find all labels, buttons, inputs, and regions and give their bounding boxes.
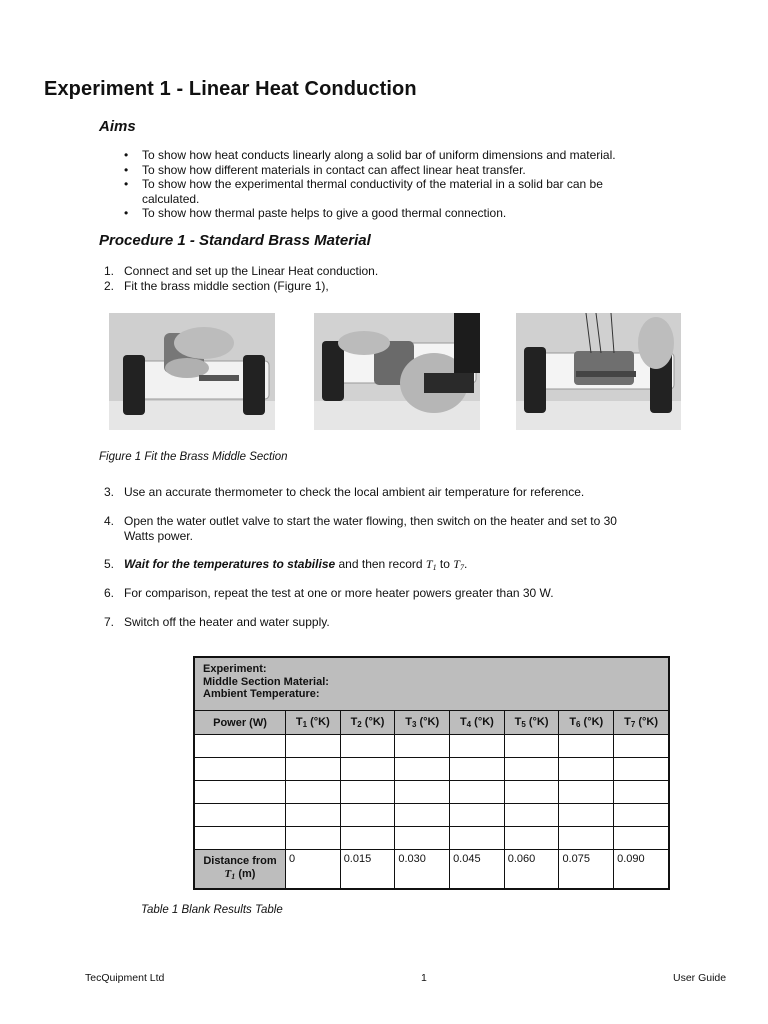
photo-fitting-step-2 (314, 313, 480, 430)
page-title: Experiment 1 - Linear Heat Conduction (44, 78, 417, 100)
temp-column-header: $T_6$ (°K) (559, 711, 614, 735)
footer-right: User Guide (673, 972, 727, 984)
procedure-step-6: 6. For comparison, repeat the test at one or more heater powers greater than 30 W. (104, 586, 554, 600)
temp-column-header: $T_4$ (°K) (450, 711, 505, 735)
procedure-steps-a (104, 264, 664, 293)
temp-column-header: $T_3$ (°K) (395, 711, 450, 735)
photo-fitting-step-3 (516, 313, 681, 430)
temp-column-header: $T_2$ (°K) (340, 711, 395, 735)
aims-list (122, 148, 682, 221)
procedure-step: 2. Fit the brass middle section (Figure 1), (104, 278, 329, 293)
table-row (194, 781, 669, 804)
temp-column-header: $T_5$ (°K) (504, 711, 559, 735)
page-number: 1 (421, 972, 427, 984)
results-table (193, 656, 670, 890)
table-caption: Table 1 Blank Results Table (141, 904, 283, 916)
procedure-step: 1. Connect and set up the Linear Heat conduction. (104, 264, 379, 278)
aims-item: • To show how different materials in contact can affect linear heat transfer. (122, 163, 682, 178)
aims-heading: Aims (99, 118, 136, 135)
figure-caption: Figure 1 Fit the Brass Middle Section (99, 451, 288, 463)
aims-item: • To show how heat conducts linearly along a solid bar of uniform dimensions and material. (122, 148, 682, 163)
distance-value: 0.060 (504, 850, 559, 890)
table-header-block: Experiment: Middle Section Material: Ambient Temperature: (194, 657, 669, 711)
aims-item: • To show how thermal paste helps to give a good thermal connection. (122, 206, 682, 221)
procedure-heading: Procedure 1 - Standard Brass Material (99, 232, 371, 249)
distance-value: 0.015 (340, 850, 395, 890)
distance-row-header: Distance from $T_1$ (m) (194, 850, 286, 890)
distance-value: 0.075 (559, 850, 614, 890)
photo-fitting-step-1 (109, 313, 275, 430)
procedure-step-7: 7. Switch off the heater and water supply. (104, 615, 330, 629)
aims-item: • To show how the experimental thermal conductivity of the material in a solid bar can be calculated. (122, 177, 652, 206)
footer-left: TecQuipment Ltd (85, 972, 165, 984)
procedure-step-5: 5. Wait for the temperatures to stabilise and then record $T_1$ to $T_7$. (104, 557, 468, 572)
distance-value: 0.090 (614, 850, 669, 890)
distance-row (194, 850, 669, 890)
temp-column-header: $T_1$ (°K) (286, 711, 341, 735)
distance-value: 0.030 (395, 850, 450, 890)
power-column-header: Power (W) (194, 711, 286, 735)
procedure-step-4: 4. Open the water outlet valve to start the water flowing, then switch on the heater and set to 30 Watts power. (104, 514, 617, 543)
distance-value: 0.045 (450, 850, 505, 890)
column-header-row (194, 711, 669, 735)
table-row (194, 804, 669, 827)
procedure-step-3: 3. Use an accurate thermometer to check the local ambient air temperature for reference. (104, 485, 585, 499)
table-row (194, 758, 669, 781)
table-row (194, 735, 669, 758)
table-row (194, 827, 669, 850)
distance-value: 0 (286, 850, 341, 890)
temp-column-header: $T_7$ (°K) (614, 711, 669, 735)
